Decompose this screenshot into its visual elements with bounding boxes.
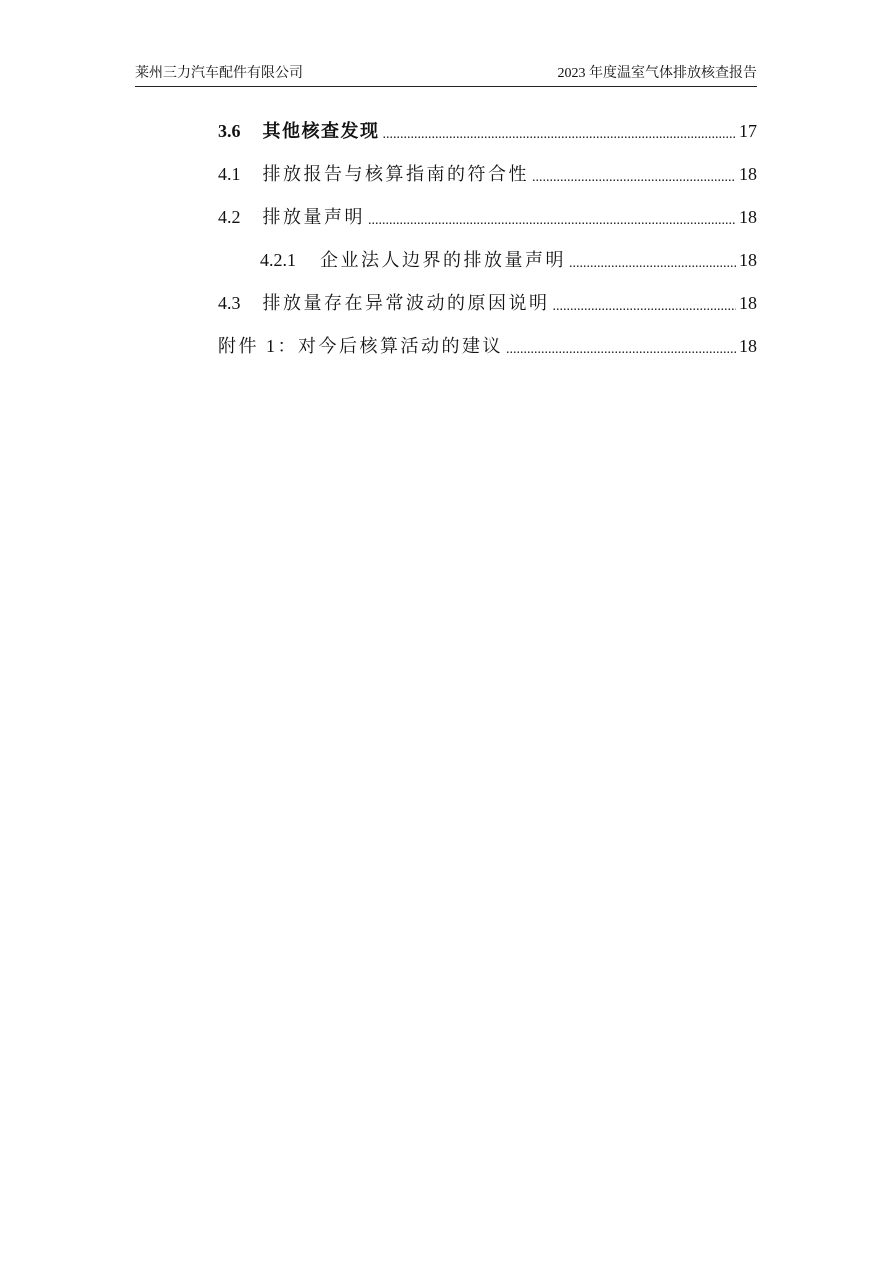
toc-dot-leader	[506, 328, 736, 371]
toc-entry-page: 18	[739, 336, 757, 356]
toc-entry-4-2-1[interactable]	[218, 239, 757, 282]
toc-entry-number: 3.6	[218, 121, 241, 141]
toc-entry-number: 4.2	[218, 207, 241, 227]
toc-dot-leader	[368, 199, 736, 242]
toc-entry-4-1[interactable]	[218, 153, 757, 196]
toc-entry-number: 4.3	[218, 293, 241, 313]
toc-entry-title: 排放量存在异常波动的原因说明	[262, 293, 550, 313]
toc-dot-leader	[383, 113, 737, 156]
toc-entry-3-6[interactable]	[218, 110, 757, 153]
header-report-title: 2023 年度温室气体排放核查报告	[557, 66, 757, 81]
toc-entry-title: 附件 1：对今后核算活动的建议	[218, 336, 503, 356]
toc-entry-page: 17	[739, 121, 757, 141]
toc-dot-leader	[532, 156, 736, 199]
toc-entry-number: 4.1	[218, 164, 241, 184]
toc-entry-title: 企业法人边界的排放量声明	[320, 250, 566, 270]
toc-entry-appendix-1[interactable]	[218, 325, 757, 368]
toc-entry-page: 18	[739, 207, 757, 227]
toc-entry-page: 18	[739, 293, 757, 313]
toc-entry-page: 18	[739, 164, 757, 184]
toc-entry-4-3[interactable]	[218, 282, 757, 325]
toc-entry-title: 排放报告与核算指南的符合性	[262, 164, 529, 184]
header-company-name: 莱州三力汽车配件有限公司	[135, 66, 303, 81]
toc-dot-leader	[553, 285, 737, 328]
toc-entry-number: 4.2.1	[260, 250, 296, 270]
toc-dot-leader	[569, 242, 736, 285]
page-header	[135, 62, 757, 87]
toc-entry-title: 其他核查发现	[262, 121, 380, 141]
toc-entry-page: 18	[739, 250, 757, 270]
toc-entry-4-2[interactable]	[218, 196, 757, 239]
table-of-contents	[218, 110, 757, 368]
toc-entry-title: 排放量声明	[262, 207, 365, 227]
